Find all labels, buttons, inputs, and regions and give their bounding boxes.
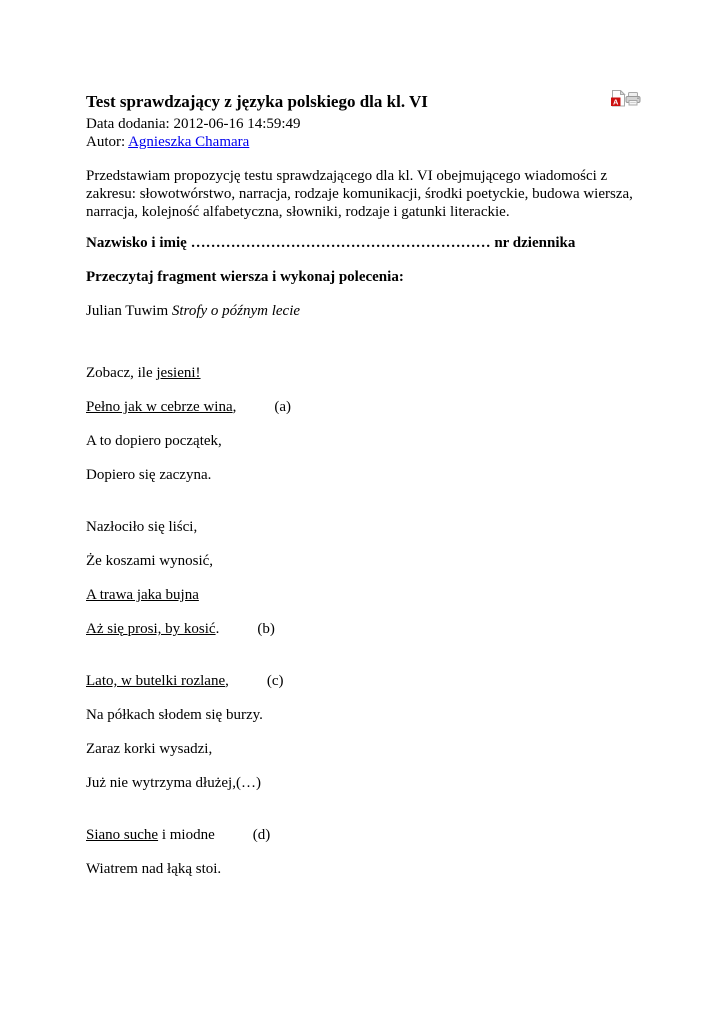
poem-line [86, 586, 642, 604]
poem-line [86, 466, 642, 484]
line-text: . [215, 621, 220, 637]
poem-byline [86, 302, 642, 320]
intro-paragraph: Przedstawiam propozycję testu sprawdzającego dla kl. VI obejmującego wiadomości z zakresu: słowotwórstwo, narracja, rodzaje komunikacji, środki poetyckie, budowa wiersza, narracja, kolejność alfabetyczna, słowniki, rodzaje i gatunki literackie. [86, 168, 633, 220]
line-text-underlined: Lato, w butelki rozlane [86, 673, 226, 689]
poem-line [86, 364, 642, 382]
task-instruction: Przeczytaj fragment wiersza i wykonaj polecenia: [86, 269, 404, 285]
poem-line [86, 774, 642, 792]
line-text: i miodne [158, 827, 215, 843]
poem-line [86, 552, 642, 570]
line-text-underlined: Aż się prosi, by kosić [86, 621, 216, 637]
line-text-underlined: Siano suche [86, 827, 159, 843]
line-text: A to dopiero początek, [86, 433, 222, 449]
poem-text [86, 364, 642, 878]
poem-stanza [86, 672, 642, 792]
line-text-underlined: Pełno jak w cebrze wina [86, 399, 233, 415]
author-label: Autor: [86, 134, 129, 150]
page-title: Test sprawdzający z języka polskiego dla kl. VI [86, 92, 428, 111]
line-text: , [225, 673, 229, 689]
poem-stanza [86, 364, 642, 484]
poem-stanza [86, 518, 642, 638]
poem-line [86, 398, 642, 416]
author-link[interactable]: Agnieszka Chamara [128, 134, 250, 150]
poem-line [86, 860, 642, 878]
line-marker: (d) [252, 827, 271, 843]
line-text-underlined: jesieni! [156, 365, 201, 381]
line-text: Zobacz, ile [86, 365, 157, 381]
line-marker: (b) [257, 621, 275, 637]
poem-line [86, 706, 642, 724]
line-text: Wiatrem nad łąką stoi. [86, 861, 222, 877]
line-text: Dopiero się zaczyna. [86, 467, 212, 483]
line-text: Na półkach słodem się burzy. [86, 707, 263, 723]
svg-text:A: A [612, 97, 619, 107]
poem-line [86, 740, 642, 758]
poem-stanza [86, 826, 642, 878]
poem-line [86, 432, 642, 450]
poem-line [86, 826, 642, 844]
poem-line [86, 518, 642, 536]
line-text: Zaraz korki wysadzi, [86, 741, 213, 757]
line-text: , [232, 399, 237, 415]
date-added-line: Data dodania: 2012-06-16 14:59:49 [86, 116, 301, 132]
poem-line [86, 672, 642, 690]
line-marker: (c) [266, 673, 284, 689]
poem-title: Strofy o późnym lecie [171, 303, 301, 319]
line-text: Że koszami wynosić, [86, 553, 214, 569]
name-and-number-line: Nazwisko i imię …………………………………………………… nr dziennika [86, 235, 576, 251]
article-meta [86, 115, 642, 151]
line-text: Nazłociło się liści, [86, 519, 198, 535]
line-text: Już nie wytrzyma dłużej,(…) [86, 775, 261, 791]
poet-name: Julian Tuwim [86, 303, 172, 319]
author-line [86, 133, 642, 151]
line-marker: (a) [274, 399, 292, 415]
poem-line [86, 620, 642, 638]
article-content [86, 92, 642, 912]
line-text-underlined: A trawa jaka bujna [86, 587, 199, 603]
